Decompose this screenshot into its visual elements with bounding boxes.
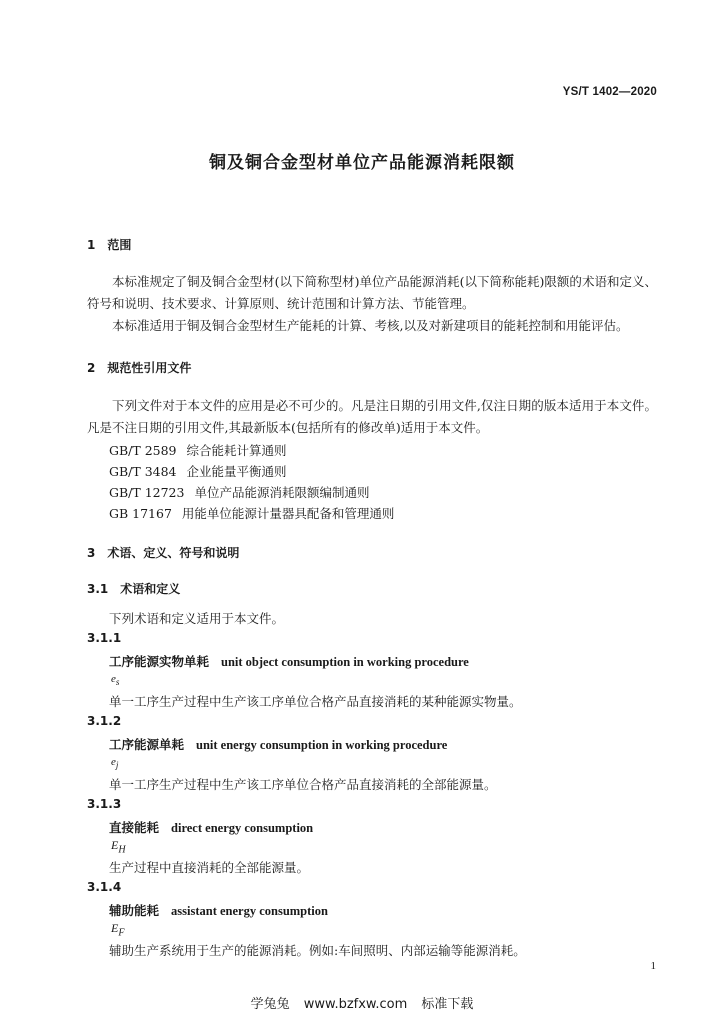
term-en: unit energy consumption in working procedure	[196, 738, 448, 752]
definitions-intro: 下列术语和定义适用于本文件。	[109, 611, 285, 626]
term-symbol: $E_H$	[111, 838, 126, 856]
term-heading	[109, 735, 447, 753]
term-number: 3.1.3	[87, 797, 122, 811]
term-definition: 辅助生产系统用于生产的能源消耗。例如:车间照明、内部运输等能源消耗。	[109, 943, 526, 958]
reference-title: 用能单位能源计量器具配备和管理通则	[181, 506, 395, 521]
reference-item	[109, 483, 369, 501]
term-definition: 生产过程中直接消耗的全部能源量。	[109, 860, 310, 875]
footer-label: 标准下载	[421, 997, 474, 1012]
section-2-paragraph-1: 下列文件对于本文件的应用是必不可少的。凡是注日期的引用文件,仅注日期的版本适用于本文件。凡是不注日期的引用文件,其最新版本(包括所有的修改单)适用于本文件。	[87, 398, 657, 435]
footer-url[interactable]: www.bzfxw.com	[303, 997, 408, 1012]
footer-watermark	[0, 993, 724, 1012]
section-number: 1	[87, 238, 96, 252]
term-symbol: $E_F$	[111, 921, 125, 939]
reference-code: GB/T 2589	[109, 443, 177, 458]
subsection-3-1-heading	[87, 580, 180, 597]
term-heading	[109, 818, 313, 836]
term-en: unit object consumption in working procedure	[221, 655, 469, 669]
term-heading	[109, 652, 469, 670]
term-number: 3.1.1	[87, 631, 122, 645]
section-1-paragraph-2: 本标准适用于铜及铜合金型材生产能耗的计算、考核,以及对新建项目的能耗控制和用能评估。	[112, 318, 629, 333]
reference-code: GB/T 3484	[109, 464, 177, 479]
footer-site: 学兔兔	[250, 997, 290, 1012]
reference-title: 单位产品能源消耗限额编制通则	[194, 485, 370, 500]
term-en: assistant energy consumption	[171, 904, 328, 918]
section-1-paragraph-1: 本标准规定了铜及铜合金型材(以下简称型材)单位产品能源消耗(以下简称能耗)限额的术语和定义、符号和说明、技术要求、计算原则、统计范围和计算方法、节能管理。	[87, 274, 657, 311]
subsection-number: 3.1	[87, 582, 109, 596]
term-zh: 直接能耗	[109, 820, 160, 835]
term-zh: 工序能源实物单耗	[109, 654, 210, 669]
section-number: 2	[87, 361, 96, 375]
term-zh: 工序能源单耗	[109, 737, 185, 752]
reference-item	[109, 462, 287, 480]
reference-item	[109, 441, 287, 459]
section-3-heading	[87, 544, 239, 561]
page-number: 1	[650, 960, 656, 972]
reference-title: 企业能量平衡通则	[186, 464, 287, 479]
section-2-heading	[87, 359, 191, 376]
term-symbol: $e_j$	[111, 756, 119, 771]
term-symbol: $e_s$	[111, 673, 120, 688]
reference-code: GB/T 12723	[109, 485, 185, 500]
term-zh: 辅助能耗	[109, 903, 160, 918]
term-heading	[109, 901, 328, 919]
term-definition: 单一工序生产过程中生产该工序单位合格产品直接消耗的全部能源量。	[109, 777, 497, 792]
section-title: 规范性引用文件	[107, 361, 192, 375]
standard-code: YS/T 1402—2020	[562, 86, 657, 98]
term-number: 3.1.2	[87, 714, 122, 728]
section-number: 3	[87, 546, 96, 560]
term-number: 3.1.4	[87, 880, 122, 894]
section-1-heading	[87, 236, 131, 253]
subsection-title: 术语和定义	[120, 582, 181, 596]
section-title: 术语、定义、符号和说明	[107, 546, 240, 560]
document-title: 铜及铜合金型材单位产品能源消耗限额	[209, 153, 515, 173]
section-title: 范围	[107, 238, 132, 252]
term-en: direct energy consumption	[171, 821, 314, 835]
term-definition: 单一工序生产过程中生产该工序单位合格产品直接消耗的某种能源实物量。	[109, 694, 522, 709]
reference-item	[109, 504, 394, 522]
reference-code: GB 17167	[109, 506, 172, 521]
reference-title: 综合能耗计算通则	[186, 443, 287, 458]
